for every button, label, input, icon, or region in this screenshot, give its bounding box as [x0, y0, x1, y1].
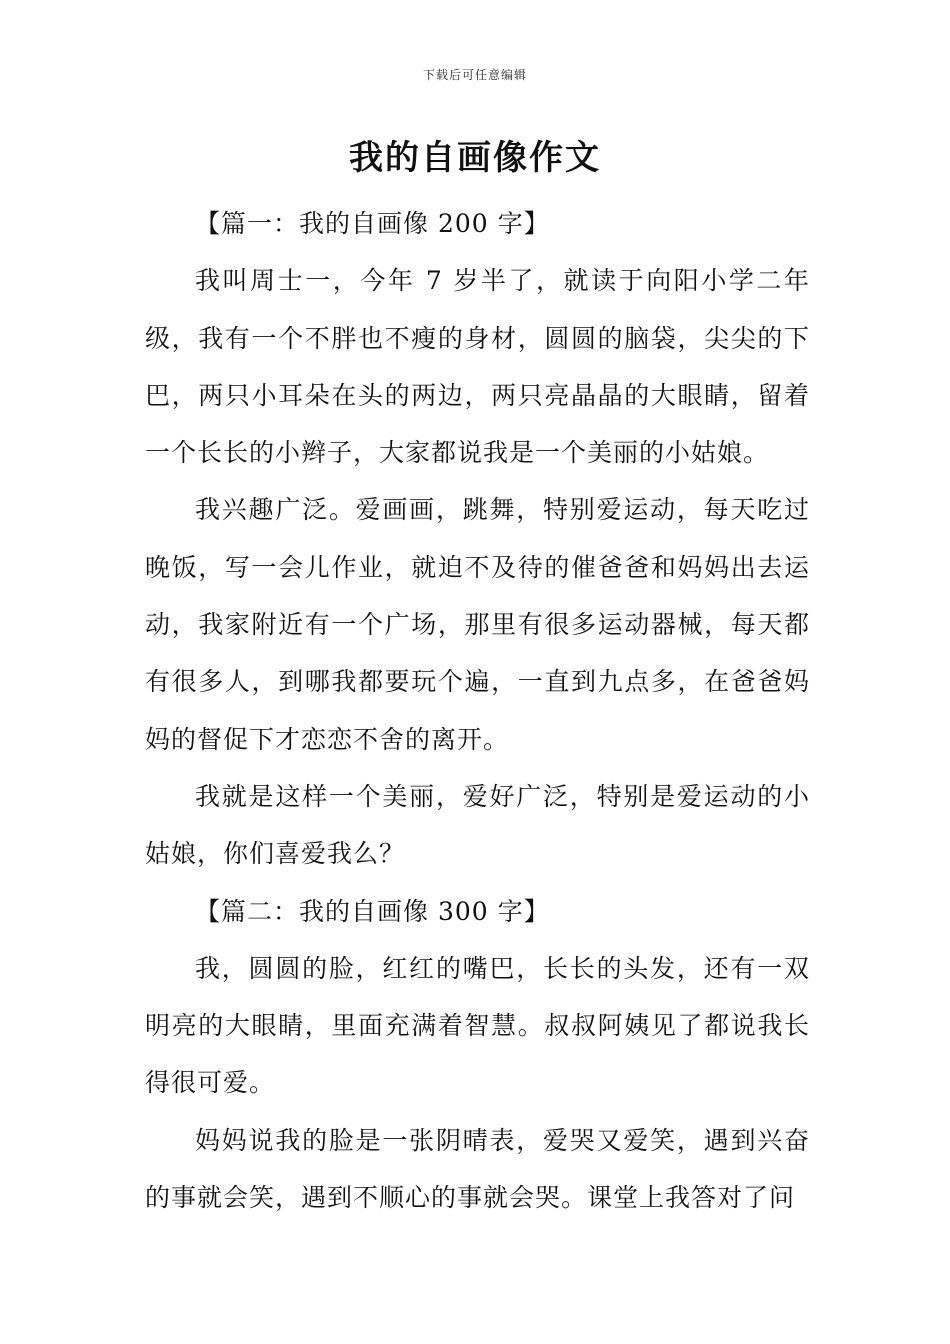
document-body — [145, 195, 810, 1226]
paragraph: 我，圆圆的脸，红红的嘴巴，长长的头发，还有一双明亮的大眼睛，里面充满着智慧。叔叔阿姨见了都说我长得很可爱。 — [145, 953, 810, 1098]
section-heading-1: 【篇一：我的自画像 200 字】 — [195, 209, 550, 238]
paragraph: 我就是这样一个美丽，爱好广泛，特别是爱运动的小姑娘，你们喜爱我么？ — [145, 781, 810, 869]
document-title: 我的自画像作文 — [349, 138, 601, 178]
paragraph: 我叫周士一，今年 7 岁半了，就读于向阳小学二年级，我有一个不胖也不瘦的身材，圆圆的脑袋，尖尖的下巴，两只小耳朵在头的两边，两只亮晶晶的大眼睛，留着一个长长的小辫子，大家都说我是一个美丽的小姑娘。 — [145, 266, 810, 468]
header-note: 下载后可任意编辑 — [422, 68, 527, 82]
paragraph: 妈妈说我的脸是一张阴晴表，爱哭又爱笑，遇到兴奋的事就会笑，遇到不顺心的事就会哭。课堂上我答对了问 — [145, 1125, 810, 1213]
section-heading-2: 【篇二：我的自画像 300 字】 — [195, 896, 550, 926]
paragraph: 我兴趣广泛。爱画画，跳舞，特别爱运动，每天吃过晚饭，写一会儿作业，就迫不及待的催爸爸和妈妈出去运动，我家附近有一个广场，那里有很多运动器械，每天都有很多人，到哪我都要玩个遍，一直到九点多，在爸爸妈妈的督促下才恋恋不舍的离开。 — [145, 495, 810, 754]
